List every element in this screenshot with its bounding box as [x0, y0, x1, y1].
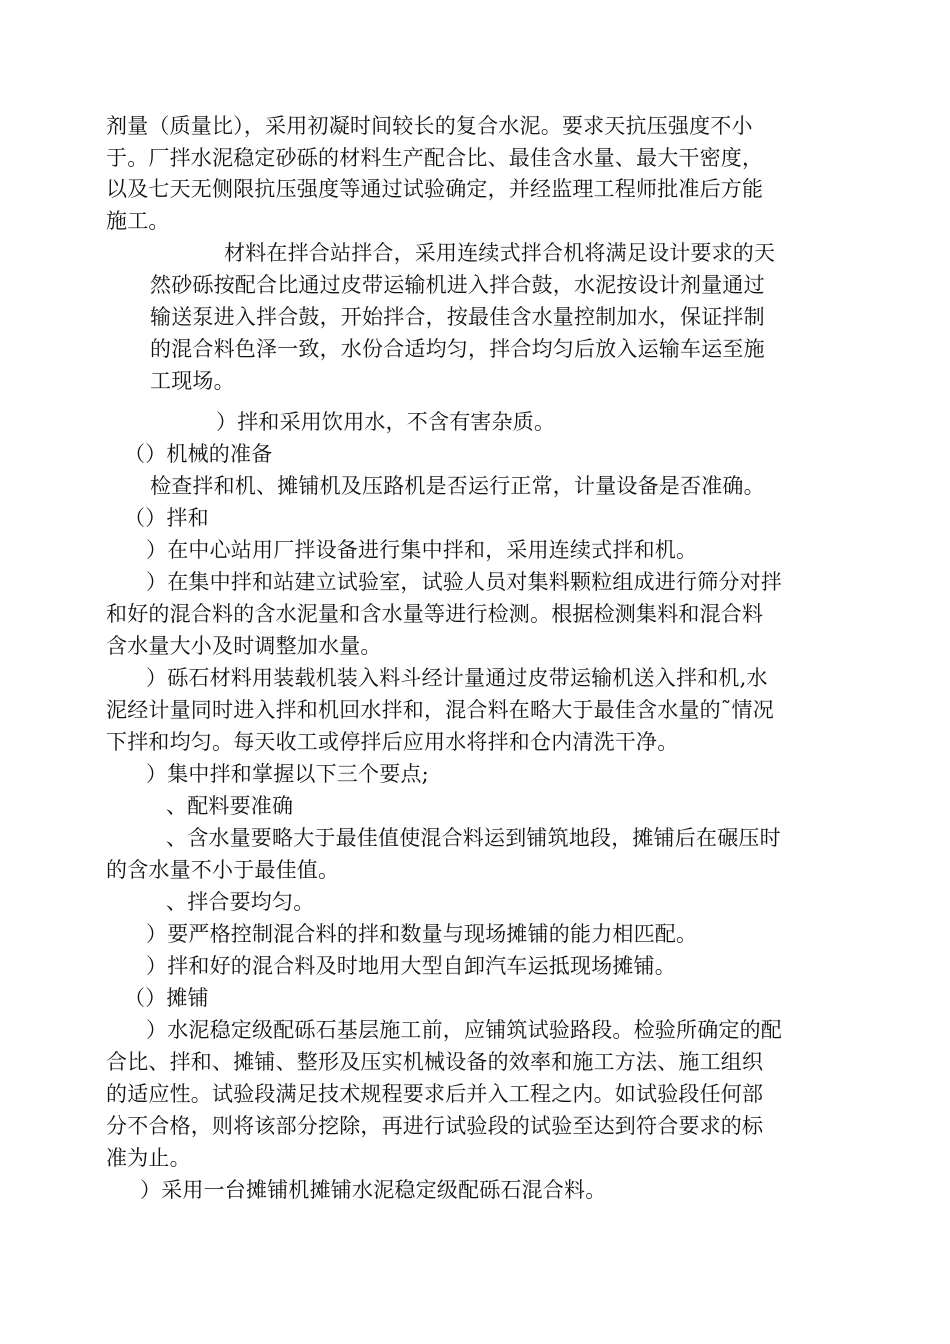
paragraph-line: 分不合格，则将该部分挖除，再进行试验段的试验至达到符合要求的标	[106, 1114, 764, 1138]
paragraph-line: 于。厂拌水泥稳定砂砾的材料生产配合比、最佳含水量、最大干密度，	[106, 146, 764, 170]
list-item: ）在集中拌和站建立试验室，试验人员对集料颗粒组成进行筛分对拌	[146, 570, 782, 594]
paragraph-line: 和好的混合料的含水泥量和含水量等进行检测。根据检测集料和混合料	[106, 602, 764, 626]
paragraph-line: 工现场。	[150, 369, 235, 393]
list-item: ）采用一台摊铺机摊铺水泥稳定级配砾石混合料。	[140, 1178, 607, 1202]
paragraph-line: 的混合料色泽一致，水份合适均匀，拌合均匀后放入运输车运至施	[150, 337, 765, 361]
section-heading: （）机械的准备	[124, 442, 273, 466]
paragraph-line: 输送泵进入拌合鼓，开始拌合，按最佳含水量控制加水，保证拌制	[150, 305, 765, 329]
paragraph-line: 材料在拌合站拌合，采用连续式拌合机将满足设计要求的天	[224, 241, 776, 265]
list-item: ）砾石材料用装载机装入料斗经计量通过皮带运输机送入拌和机,水	[146, 666, 768, 690]
list-item: ）在中心站用厂拌设备进行集中拌和，采用连续式拌和机。	[146, 538, 698, 562]
paragraph-line: 的适应性。试验段满足技术规程要求后并入工程之内。如试验段任何部	[106, 1082, 764, 1106]
paragraph-line: 的含水量不小于最佳值。	[106, 858, 340, 882]
paragraph-line: 剂量（质量比），采用初凝时间较长的复合水泥。要求天抗压强度不小	[106, 114, 753, 138]
list-item: ）拌和好的混合料及时地用大型自卸汽车运抵现场摊铺。	[146, 954, 676, 978]
paragraph-line: 泥经计量同时进入拌和机回水拌和，混合料在略大于最佳含水量的˜情况	[106, 698, 774, 722]
list-item: ）要严格控制混合料的拌和数量与现场摊铺的能力相匹配。	[146, 922, 698, 946]
list-item: ）集中拌和掌握以下三个要点;	[146, 762, 429, 786]
paragraph-line: 施工。	[106, 209, 170, 233]
sub-list-item: 、含水量要略大于最佳值使混合料运到铺筑地段，摊铺后在碾压时	[166, 826, 781, 850]
section-heading: （）拌和	[124, 506, 209, 530]
list-item: ）拌和采用饮用水，不含有害杂质。	[216, 410, 556, 434]
paragraph-line: 准为止。	[106, 1146, 191, 1170]
paragraph-line: 下拌和均匀。每天收工或停拌后应用水将拌和仓内清洗干净。	[106, 730, 679, 754]
paragraph-line: 合比、拌和、摊铺、整形及压实机械设备的效率和施工方法、施工组织	[106, 1050, 764, 1074]
sub-list-item: 、配料要准确	[166, 794, 294, 818]
paragraph-line: 含水量大小及时调整加水量。	[106, 634, 382, 658]
paragraph-line: 检查拌和机、摊铺机及压路机是否运行正常，计量设备是否准确。	[150, 474, 765, 498]
section-heading: （）摊铺	[124, 986, 209, 1010]
paragraph-line: 以及七天无侧限抗压强度等通过试验确定，并经监理工程师批准后方能	[106, 177, 764, 201]
list-item: ）水泥稳定级配砾石基层施工前，应铺筑试验路段。检验所确定的配	[146, 1018, 782, 1042]
sub-list-item: 、拌合要均匀。	[166, 890, 315, 914]
paragraph-line: 然砂砾按配合比通过皮带运输机进入拌合鼓，水泥按设计剂量通过	[150, 273, 765, 297]
